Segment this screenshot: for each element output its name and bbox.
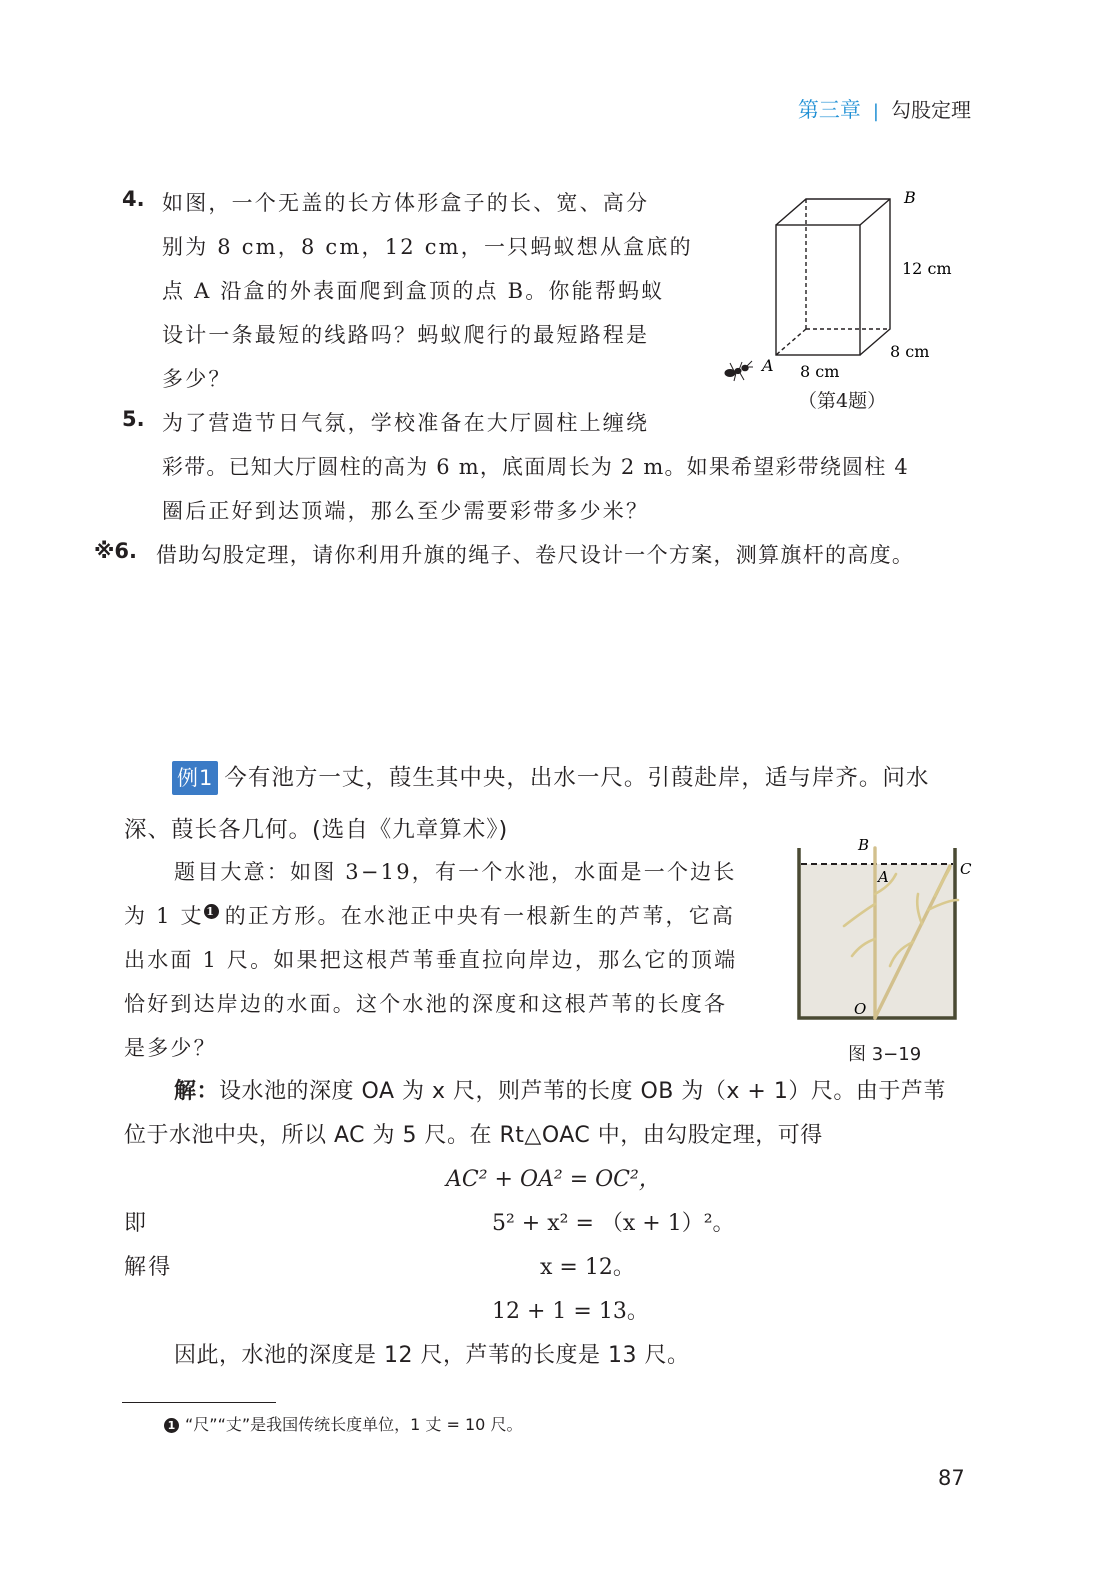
meaning-line-4: 恰好到达岸边的水面。这个水池的深度和这根芦苇的长度各 — [124, 992, 728, 1016]
example-text-1: 今有池方一丈，葭生其中央，出水一尺。引葭赴岸，适与岸齐。问水 — [224, 765, 930, 791]
label-jiede: 解得 — [124, 1255, 173, 1280]
example-1-line-1 — [172, 760, 929, 795]
problem-4-line-1: 如图，一个无盖的长方体形盒子的长、宽、高分 — [162, 191, 650, 215]
footnote-mark-icon: 1 — [164, 1418, 179, 1433]
problem-5-line-1: 为了营造节日气氛，学校准备在大厅圆柱上缠绕 — [162, 411, 650, 435]
figure-4-caption: （第4题） — [798, 390, 887, 412]
box-figure — [720, 185, 980, 385]
box-height-label: 12 cm — [902, 259, 952, 278]
problem-6-number: ※6. — [94, 539, 138, 563]
chapter-title: 勾股定理 — [891, 98, 971, 122]
equation-1: AC² + OA² = OC²， — [446, 1167, 661, 1192]
example-1-line-2: 深、葭长各几何。(选自《九章算术》) — [124, 817, 509, 843]
problem-6-line-1: 借助勾股定理，请你利用升旗的绳子、卷尺设计一个方案，测算旗杆的高度。 — [156, 543, 915, 567]
example-badge: 例1 — [172, 761, 218, 795]
problem-4-line-5: 多少？ — [162, 367, 232, 391]
solution-line-2: 位于水池中央，所以 AC 为 5 尺。在 Rt△OAC 中，由勾股定理，可得 — [124, 1123, 823, 1148]
footnote — [164, 1412, 522, 1435]
problem-4-line-4: 设计一条最短的线路吗？蚂蚁爬行的最短路程是 — [162, 323, 650, 347]
page-number: 87 — [938, 1466, 965, 1490]
box-label-a: A — [762, 356, 774, 375]
meaning-line-3: 出水面 1 尺。如果把这根芦苇垂直拉向岸边，那么它的顶端 — [124, 948, 738, 972]
pool-label-a: A — [878, 868, 889, 886]
problem-5-number: 5. — [122, 407, 145, 431]
running-header — [798, 94, 971, 124]
conclusion: 因此，水池的深度是 12 尺，芦苇的长度是 13 尺。 — [174, 1343, 690, 1368]
problem-5-line-2: 彩带。已知大厅圆柱的高为 6 m，底面周长为 2 m。如果希望彩带绕圆柱 4 — [162, 455, 909, 479]
label-ji: 即 — [124, 1211, 149, 1236]
meaning-line-1: 题目大意：如图 3−19，有一个水池，水面是一个边长 — [174, 860, 737, 884]
footnote-rule — [122, 1402, 276, 1403]
problem-4-number: 4. — [122, 187, 145, 211]
footnote-text: “尺”“丈”是我国传统长度单位，1 丈 = 10 尺。 — [185, 1415, 523, 1434]
pool-label-o: O — [854, 1000, 867, 1018]
solution-line-1 — [174, 1074, 946, 1105]
pool-figure — [790, 834, 980, 1024]
solution-text-1: 设水池的深度 OA 为 x 尺，则芦苇的长度 OB 为（x + 1）尺。由于芦苇 — [219, 1079, 946, 1104]
box-length-label: 8 cm — [890, 342, 930, 361]
pool-label-b: B — [858, 836, 870, 854]
equation-3: x = 12。 — [540, 1255, 635, 1280]
problem-5-line-3: 圈后正好到达顶端，那么至少需要彩带多少米？ — [162, 499, 650, 523]
header-separator: | — [872, 101, 879, 122]
equation-4: 12 + 1 = 13。 — [492, 1299, 649, 1324]
equation-2: 5² + x² = （x + 1）²。 — [492, 1211, 735, 1236]
meaning-line-2 — [124, 900, 735, 930]
problem-4-line-2: 别为 8 cm，8 cm，12 cm，一只蚂蚁想从盒底的 — [162, 235, 693, 259]
chapter-label: 第三章 — [797, 98, 861, 122]
problem-4-line-3: 点 A 沿盒的外表面爬到盒顶的点 B。你能帮蚂蚁 — [162, 279, 665, 303]
pool-label-c: C — [960, 860, 972, 878]
solution-lead: 解： — [174, 1079, 220, 1104]
box-width-label: 8 cm — [800, 362, 840, 381]
ant-icon — [725, 361, 753, 381]
footnote-ref-icon: 1 — [204, 904, 219, 919]
figure-319-caption: 图 3−19 — [848, 1044, 922, 1065]
meaning-line-5: 是多少？ — [124, 1036, 217, 1060]
meaning-line-2a: 为 1 丈 — [124, 904, 204, 928]
box-label-b: B — [904, 188, 916, 207]
meaning-line-2b: 的正方形。在水池正中央有一根新生的芦苇，它高 — [224, 904, 736, 928]
